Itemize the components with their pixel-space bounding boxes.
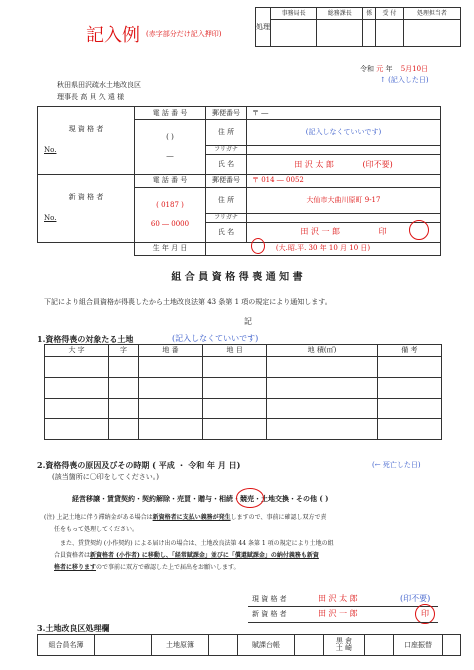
land-cell bbox=[138, 377, 202, 398]
new-furigana-label: フリガナ bbox=[206, 214, 247, 223]
current-phone-paren: ( ) bbox=[166, 133, 174, 142]
new-phone-area-code: ( 0187 ) bbox=[156, 200, 184, 209]
current-postal-value: 〒 ― bbox=[247, 107, 441, 120]
inheritance-circle bbox=[236, 488, 264, 508]
section1-heading: 1.資格得喪の対象たる土地 bbox=[37, 334, 134, 344]
land-cell bbox=[109, 357, 139, 378]
land-cell bbox=[138, 398, 202, 419]
current-furigana-value bbox=[247, 146, 441, 155]
process-stamp-4 bbox=[376, 20, 404, 47]
land-col-chiban: 地 番 bbox=[138, 345, 202, 357]
current-phone-dash: ― bbox=[166, 152, 174, 161]
section3-heading: 3.土地改良区処理欄 bbox=[37, 623, 110, 633]
land-cell bbox=[267, 419, 378, 440]
member-register-label: 組合員名簿 bbox=[38, 635, 95, 656]
levy-ledger-label: 賦課台帳 bbox=[238, 635, 295, 656]
land-cell bbox=[203, 419, 267, 440]
process-label: 処理 bbox=[256, 8, 271, 47]
land-cell bbox=[267, 398, 378, 419]
date-year-unit: 年 bbox=[385, 65, 393, 73]
sig-current-name: 田 沢 太 郎 bbox=[318, 594, 358, 603]
new-phone-number: 60 ― 0000 bbox=[150, 219, 190, 228]
addressee-person: 理事長 高 貝 久 遠 様 bbox=[57, 93, 125, 101]
sig-new-name: 田 沢 一 郎 bbox=[318, 609, 358, 618]
process-stamp-1 bbox=[271, 20, 317, 47]
sample-title-note: (赤字部分だけ記入押印) bbox=[146, 30, 222, 38]
section1-note: (記入しなくていいです) bbox=[172, 334, 259, 343]
district-tsuchizaki: 土 崎 bbox=[335, 644, 353, 652]
current-postal-label: 郵便番号 bbox=[206, 107, 247, 120]
new-seal: 印 bbox=[378, 227, 387, 237]
process-col-4: 受 付 bbox=[376, 8, 404, 20]
new-holder-label: 新 資 格 者 bbox=[68, 193, 104, 202]
land-cell bbox=[267, 377, 378, 398]
land-col-biko: 備 考 bbox=[377, 345, 441, 357]
land-register-cell bbox=[209, 635, 238, 656]
land-cell bbox=[377, 357, 441, 378]
current-seal-note: (印不要) bbox=[362, 159, 393, 169]
land-cell bbox=[138, 419, 202, 440]
current-phone-label: 電 話 番 号 bbox=[135, 107, 206, 120]
district-kurokura: 黒 倉 bbox=[335, 637, 353, 645]
sig-new-label: 新 資 格 者 bbox=[252, 610, 287, 618]
sample-title: 記入例 bbox=[86, 25, 140, 46]
new-no-label: No. bbox=[44, 214, 57, 223]
land-col-aza: 字 bbox=[109, 345, 139, 357]
process-stamp-2 bbox=[317, 20, 363, 47]
sig-current-line bbox=[248, 606, 438, 607]
levy-ledger-cell bbox=[295, 635, 324, 656]
new-name-label: 氏 名 bbox=[206, 223, 247, 243]
current-address-label: 住 所 bbox=[206, 120, 247, 146]
transfer-highlight-2: 格者に移ります bbox=[54, 564, 97, 571]
current-name-label: 氏 名 bbox=[206, 155, 247, 175]
current-furigana-label: フリガナ bbox=[206, 146, 247, 155]
new-address-label: 住 所 bbox=[206, 188, 247, 214]
new-phone-cell bbox=[135, 188, 206, 243]
land-cell bbox=[377, 398, 441, 419]
land-table bbox=[44, 344, 442, 440]
account-transfer-cell bbox=[443, 635, 461, 656]
obligation-highlight: 新資格者に支払い義務が発生 bbox=[152, 514, 231, 521]
account-transfer-label: 口座振替 bbox=[394, 635, 443, 656]
current-name-cell bbox=[247, 155, 441, 175]
land-cell bbox=[377, 377, 441, 398]
current-address-value: (記入しなくていいです) bbox=[247, 120, 441, 146]
sig-current-note: (印不要) bbox=[400, 594, 431, 603]
land-cell bbox=[45, 377, 109, 398]
transfer-highlight: 新資格者 (小作者) に移動し、「経常賦課金」並びに「償還賦課金」の納付義務も新資 bbox=[90, 552, 319, 559]
birth-date-label: 生 年 月 日 bbox=[135, 242, 206, 255]
new-name-value: 田 沢 一 郎 bbox=[300, 227, 341, 237]
date-era: 令和 bbox=[360, 65, 374, 73]
new-furigana-value bbox=[247, 214, 441, 223]
addressee-org: 秋田県田沢疏水土地改良区 bbox=[57, 81, 141, 89]
district-cell bbox=[324, 635, 365, 656]
process-stamp-table bbox=[255, 7, 461, 47]
new-seal-circle bbox=[409, 220, 429, 240]
land-col-chimoku: 地 目 bbox=[203, 345, 267, 357]
sig-new-line bbox=[248, 622, 438, 623]
land-cell bbox=[138, 357, 202, 378]
birth-date-value: (大.昭.平. 30 年 10 月 10 日) bbox=[206, 242, 441, 255]
member-register-cell bbox=[95, 635, 152, 656]
process-col-2: 総務課長 bbox=[317, 8, 363, 20]
land-cell bbox=[45, 357, 109, 378]
current-no-label: No. bbox=[44, 146, 57, 155]
ki-mark: 記 bbox=[244, 317, 252, 326]
section2-heading: 2.資格得喪の原因及びその時期 ( 平成 ・ 令和 年 月 日) bbox=[37, 460, 241, 470]
process-stamp-5 bbox=[403, 20, 460, 47]
land-col-oaza: 大 字 bbox=[45, 345, 109, 357]
section2-sub: (該当箇所に〇印をしてください。) bbox=[52, 473, 159, 481]
land-cell bbox=[109, 377, 139, 398]
current-name-value: 田 沢 太 郎 bbox=[294, 159, 334, 169]
current-holder-label: 現 資 格 者 bbox=[68, 125, 104, 134]
process-stamp-3 bbox=[363, 20, 376, 47]
land-cell bbox=[109, 419, 139, 440]
land-cell bbox=[377, 419, 441, 440]
current-phone-cell bbox=[135, 120, 206, 175]
date-month-day: 5月10日 bbox=[400, 65, 429, 73]
land-cell bbox=[109, 398, 139, 419]
showa-circle bbox=[251, 238, 265, 254]
process-col-3: 係 bbox=[363, 8, 376, 20]
land-register-label: 土地原簿 bbox=[152, 635, 209, 656]
new-phone-label: 電 話 番 号 bbox=[135, 174, 206, 187]
applicants-table bbox=[37, 106, 441, 256]
land-cell bbox=[45, 419, 109, 440]
land-cell bbox=[267, 357, 378, 378]
new-address-value: 大仙市大曲川原町 9-17 bbox=[247, 188, 441, 214]
new-postal-value: 〒 014 ― 0052 bbox=[247, 174, 441, 187]
process-table bbox=[37, 634, 461, 656]
sig-seal-circle bbox=[415, 604, 435, 624]
date-note: ↑ (記入した日) bbox=[380, 76, 429, 84]
sig-current-label: 現 資 格 者 bbox=[252, 595, 287, 603]
process-col-1: 事務局長 bbox=[271, 8, 317, 20]
new-holder-cell bbox=[38, 174, 135, 242]
form-title: 組 合 員 資 格 得 喪 通 知 書 bbox=[171, 272, 303, 283]
caution-note-1: (注) 上記土地に伴う滞納金がある場合は新資格者に支払い義務が発生しますので、事前に確認し双方で責 任をもって処理してください。 bbox=[44, 514, 327, 533]
district-stamp-cell bbox=[365, 635, 394, 656]
process-col-5: 処理担当者 bbox=[403, 8, 460, 20]
intro-text: 下記により組合員資格が得喪したから土地改良法第 43 条第 1 項の規定により通知します。 bbox=[44, 298, 332, 306]
land-cell bbox=[203, 398, 267, 419]
land-cell bbox=[203, 377, 267, 398]
current-holder-cell bbox=[38, 107, 135, 175]
cause-options: 経営移譲・賃貸契約・契約解除・売買・贈与・相続・競売・土地交換・その他 ( ) bbox=[72, 494, 329, 503]
date-year: 元 bbox=[376, 65, 384, 73]
caution-note-2: また、賃貸契約 (小作契約) による届け出の場合は、土地改良法第 44 条第 1 項の規定により土地の組 合員資格者は新資格者 (小作者) に移動し、「経常賦課金」並びに「償還賦課金」の納付義務も新資 格者に移りますので事前に双方で確認した上で届出をお願いします。 bbox=[54, 540, 334, 571]
land-col-chiseki: 地 積(㎡) bbox=[267, 345, 378, 357]
section2-note: (← 死亡した日) bbox=[372, 461, 421, 469]
date-line bbox=[360, 66, 428, 73]
land-cell bbox=[203, 357, 267, 378]
new-postal-label: 郵便番号 bbox=[206, 174, 247, 187]
sig-new-seal: 印 bbox=[421, 609, 429, 618]
land-cell bbox=[45, 398, 109, 419]
